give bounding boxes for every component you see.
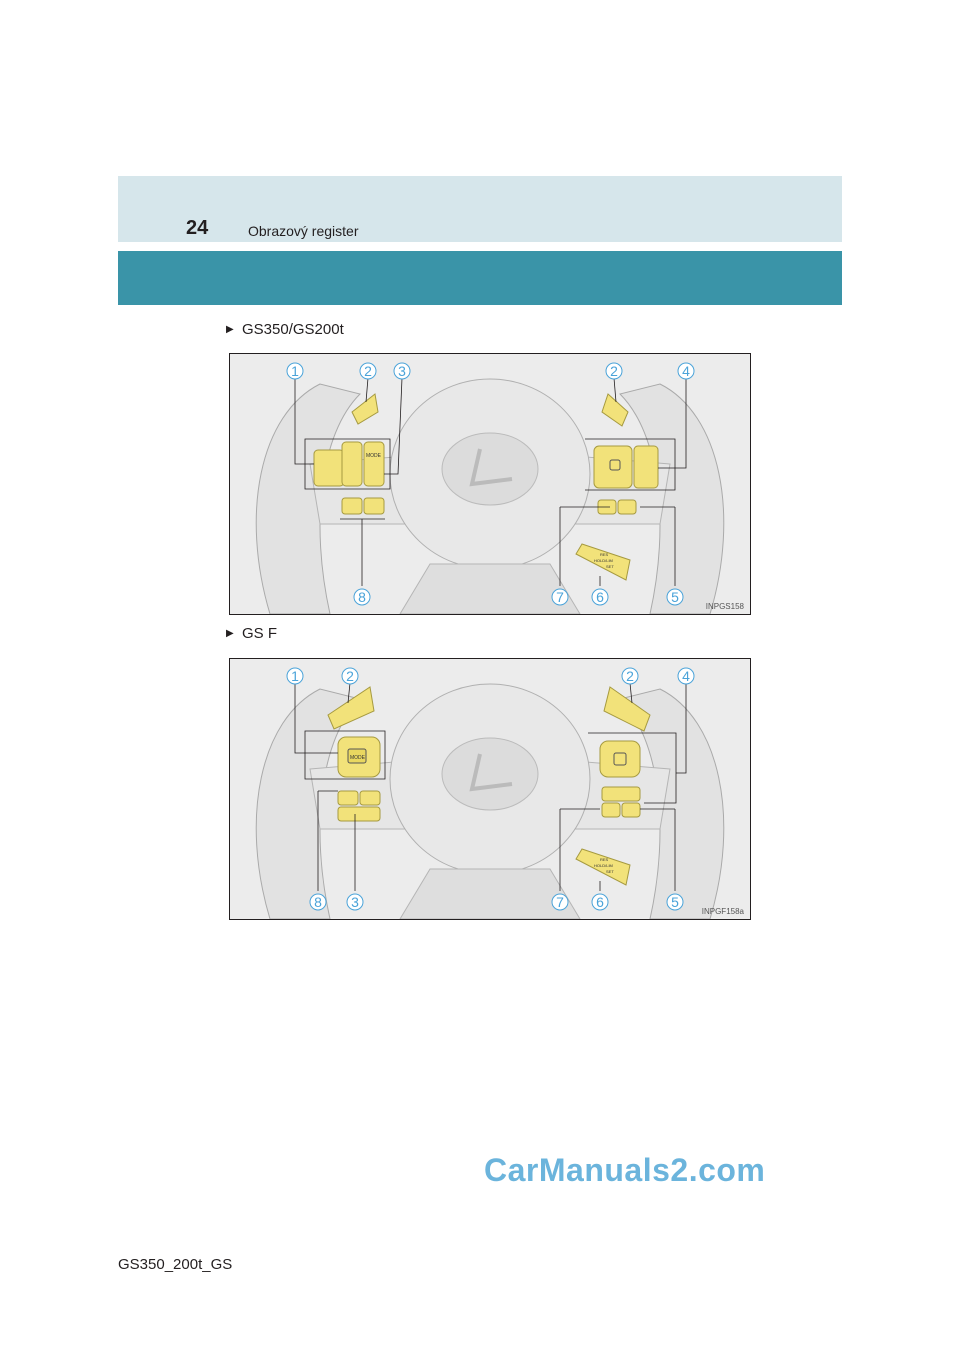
steering-wheel-figure-2 bbox=[229, 658, 751, 920]
page-header bbox=[118, 176, 842, 242]
variant-heading-1 bbox=[226, 321, 344, 339]
mode-button-label: MODE bbox=[350, 755, 365, 761]
callout-5: 5 bbox=[671, 894, 679, 910]
callout-8: 8 bbox=[314, 894, 322, 910]
steering-wheel-figure-1 bbox=[229, 353, 751, 615]
variant-heading-2 bbox=[226, 625, 277, 643]
variant-label: GS350/GS200t bbox=[242, 321, 344, 338]
figure-code: INPGS158 bbox=[705, 602, 744, 611]
callout-2: 2 bbox=[364, 363, 372, 379]
mode-button-label: MODE bbox=[366, 453, 381, 459]
variant-label: GS F bbox=[242, 625, 278, 642]
section-title: Obrazový register bbox=[248, 223, 359, 239]
lever-label-res: RES bbox=[600, 857, 609, 862]
triangle-bullet-icon: ▶ bbox=[226, 324, 234, 336]
callout-6: 6 bbox=[596, 894, 604, 910]
page-number: 24 bbox=[186, 217, 209, 239]
callout-1: 1 bbox=[291, 668, 299, 684]
callout-4: 4 bbox=[682, 363, 690, 379]
triangle-bullet-icon: ▶ bbox=[226, 628, 234, 640]
lever-label-hold: HOLD/LIM bbox=[594, 863, 613, 868]
figure-code: INPGF158a bbox=[701, 907, 744, 916]
lever-label-hold: HOLD/LIM bbox=[594, 558, 613, 563]
lever-label-set: SET bbox=[606, 869, 614, 874]
callout-4: 4 bbox=[682, 668, 690, 684]
watermark: CarManuals2.com bbox=[484, 1152, 766, 1188]
footer-doc-id: GS350_200t_GS bbox=[118, 1256, 233, 1273]
callout-2: 2 bbox=[626, 668, 634, 684]
callout-2: 2 bbox=[346, 668, 354, 684]
steering-wheel-illustration bbox=[230, 354, 750, 614]
lever-label-res: RES bbox=[600, 552, 609, 557]
callout-3: 3 bbox=[398, 363, 406, 379]
lever-label-set: SET bbox=[606, 564, 614, 569]
callout-3: 3 bbox=[351, 894, 359, 910]
header-band bbox=[118, 251, 842, 305]
callout-6: 6 bbox=[596, 589, 604, 605]
callout-7: 7 bbox=[556, 589, 564, 605]
callout-5: 5 bbox=[671, 589, 679, 605]
callout-7: 7 bbox=[556, 894, 564, 910]
callout-8: 8 bbox=[358, 589, 366, 605]
callout-2: 2 bbox=[610, 363, 618, 379]
steering-wheel-illustration bbox=[230, 659, 750, 919]
callout-1: 1 bbox=[291, 363, 299, 379]
